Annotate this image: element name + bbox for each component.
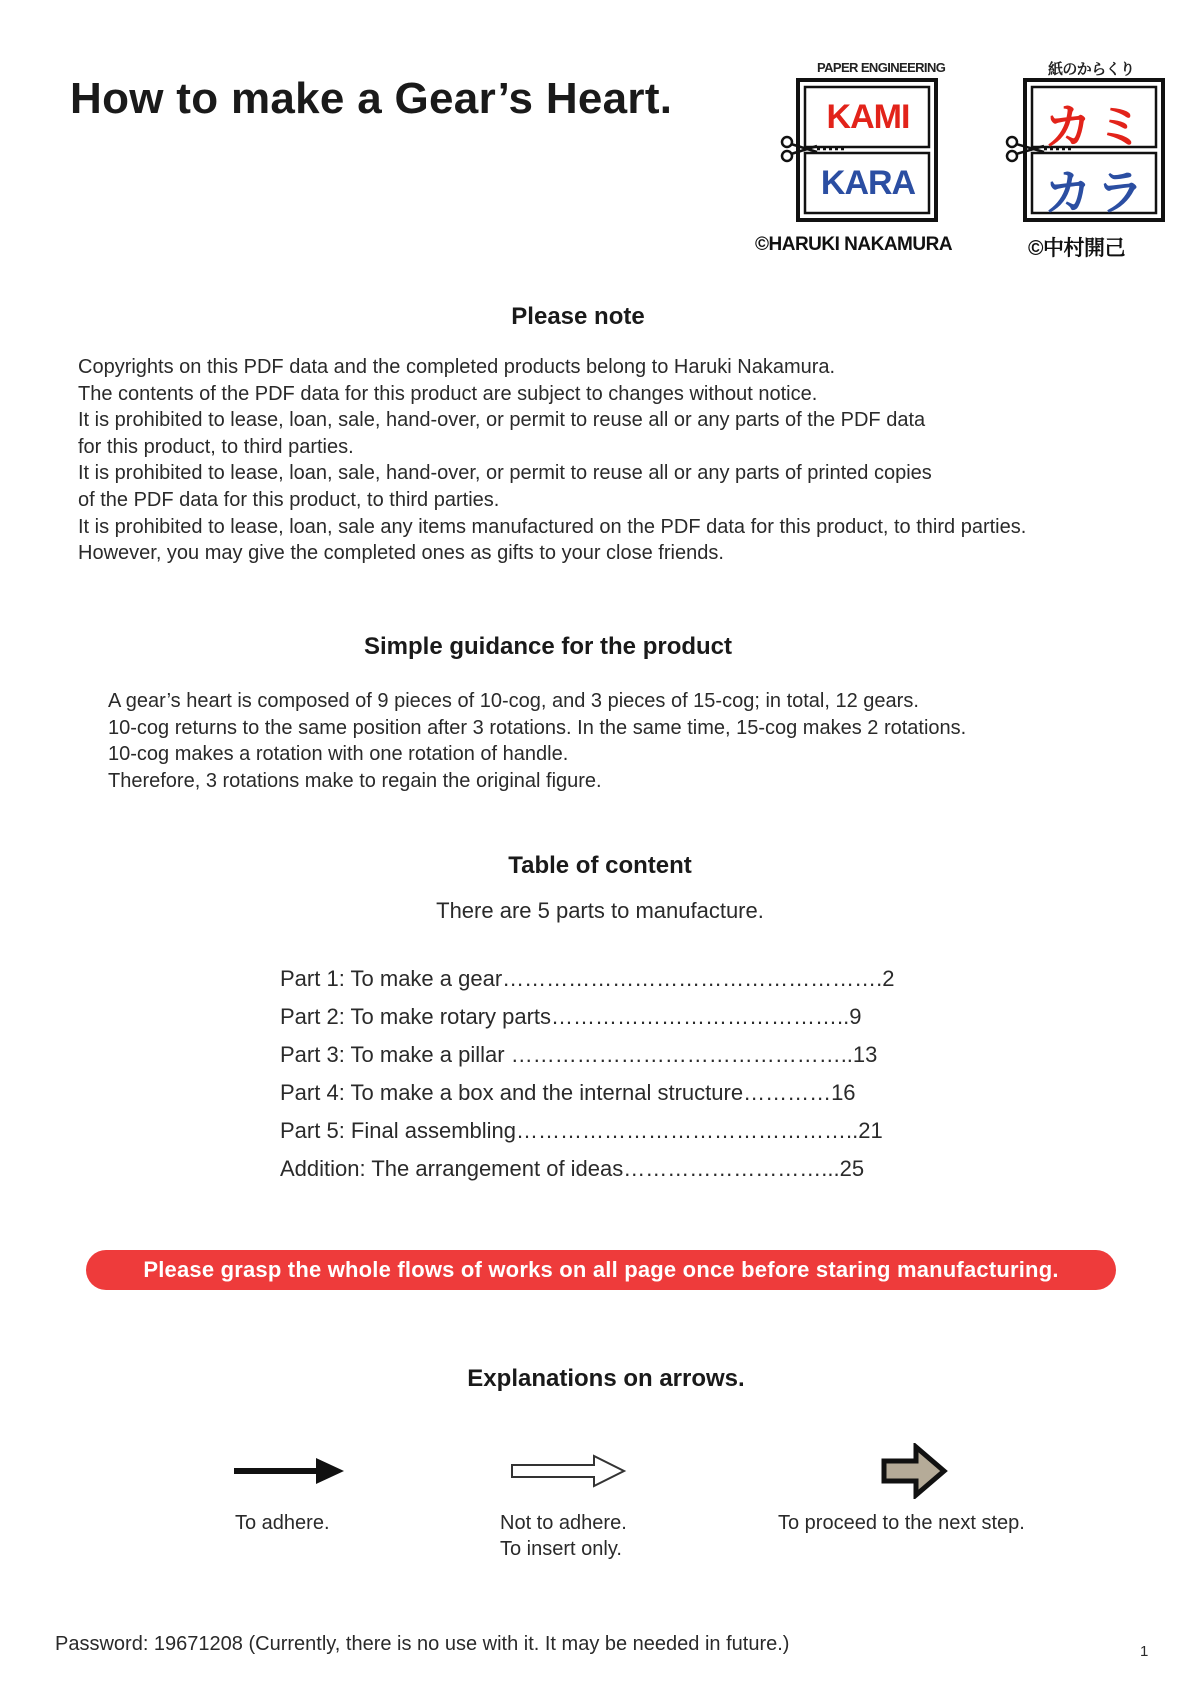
toc-item[interactable]: Part 3: To make a pillar ………………………………………..13: [280, 1042, 878, 1067]
page-number: 1: [1140, 1643, 1149, 1660]
password-note: Password: 19671208 (Currently, there is no use with it. It may be needed in future.): [55, 1633, 790, 1655]
toc-heading: Table of content: [508, 852, 692, 879]
toc-item[interactable]: Part 5: Final assembling………………………………………..21: [280, 1118, 883, 1143]
arrow-label-next-step: [778, 1510, 1025, 1536]
note-line: for this product, to third parties.: [78, 435, 354, 458]
arrow-label-line: To adhere.: [235, 1512, 330, 1534]
logo-tag-en: PAPER ENGINEERING: [817, 60, 946, 75]
arrow-label-line: To proceed to the next step.: [778, 1512, 1025, 1534]
note-line: It is prohibited to lease, loan, sale any items manufactured on the PDF data for this product, to third parties.: [78, 515, 1027, 538]
toc-subtitle: There are 5 parts to manufacture.: [436, 898, 764, 923]
kamikara-logo-en: [755, 58, 975, 258]
note-line: However, you may give the completed ones as gifts to your close friends.: [78, 542, 724, 565]
toc-item[interactable]: Part 1: To make a gear…………………………………………….2: [280, 966, 895, 991]
guidance-heading: Simple guidance for the product: [363, 633, 733, 660]
guidance-text: [108, 688, 966, 794]
guidance-line: A gear’s heart is composed of 9 pieces of 10-cog, and 3 pieces of 15-cog; in total, 12 gears.: [108, 690, 919, 712]
warning-banner: Please grasp the whole flows of works on all page once before staring manufacturing.: [86, 1250, 1116, 1290]
outline-arrow-icon: [510, 1453, 630, 1489]
guidance-line: 10-cog returns to the same position after 3 rotations. In the same time, 15-cog makes 2 rotations.: [108, 716, 967, 739]
arrow-label-line: To insert only.: [500, 1538, 622, 1560]
arrow-label-adhere: [235, 1510, 330, 1536]
toc-list: [280, 960, 895, 1188]
arrow-label-insert: [500, 1510, 627, 1562]
logo-bottom-word-jp: カラ: [1043, 167, 1148, 220]
note-line: The contents of the PDF data for this product are subject to changes without notice.: [78, 382, 818, 405]
logo-top-word-jp: カミ: [1043, 101, 1148, 154]
logo-bottom-word-en: KARA: [820, 164, 916, 202]
logo-tag-jp: 紙のからくり: [1048, 61, 1135, 78]
guidance-line: Therefore, 3 rotations make to regain the original figure.: [108, 769, 602, 792]
note-line: It is prohibited to lease, loan, sale, hand-over, or permit to reuse all or any parts of the PDF data: [78, 409, 926, 432]
kamikara-logo-jp: [1000, 58, 1180, 258]
note-line: Copyrights on this PDF data and the completed products belong to Haruki Nakamura.: [78, 356, 836, 378]
arrows-heading: Explanations on arrows.: [467, 1365, 745, 1392]
next-step-arrow-icon: [880, 1443, 950, 1499]
note-heading: Please note: [511, 303, 645, 330]
toc-item[interactable]: Addition: The arrangement of ideas………………………...25: [280, 1156, 865, 1181]
logo-top-word-en: KAMI: [826, 98, 910, 136]
logo-credit-en: ©HARUKI NAKAMURA: [755, 234, 953, 255]
guidance-line: 10-cog makes a rotation with one rotation of handle.: [108, 743, 569, 766]
toc-item[interactable]: Part 2: To make rotary parts…………………………………..9: [280, 1004, 862, 1029]
note-line: of the PDF data for this product, to third parties.: [78, 488, 500, 511]
note-line: It is prohibited to lease, loan, sale, hand-over, or permit to reuse all or any parts of printed copies: [78, 462, 932, 485]
toc-item[interactable]: Part 4: To make a box and the internal structure…………16: [280, 1080, 856, 1105]
solid-black-arrow-icon: [232, 1455, 347, 1487]
page-title: How to make a Gear’s Heart.: [70, 74, 673, 123]
note-text: [78, 354, 1026, 567]
arrow-label-line: Not to adhere.: [500, 1512, 627, 1534]
logo-credit-jp: ©中村開己: [1028, 237, 1125, 260]
